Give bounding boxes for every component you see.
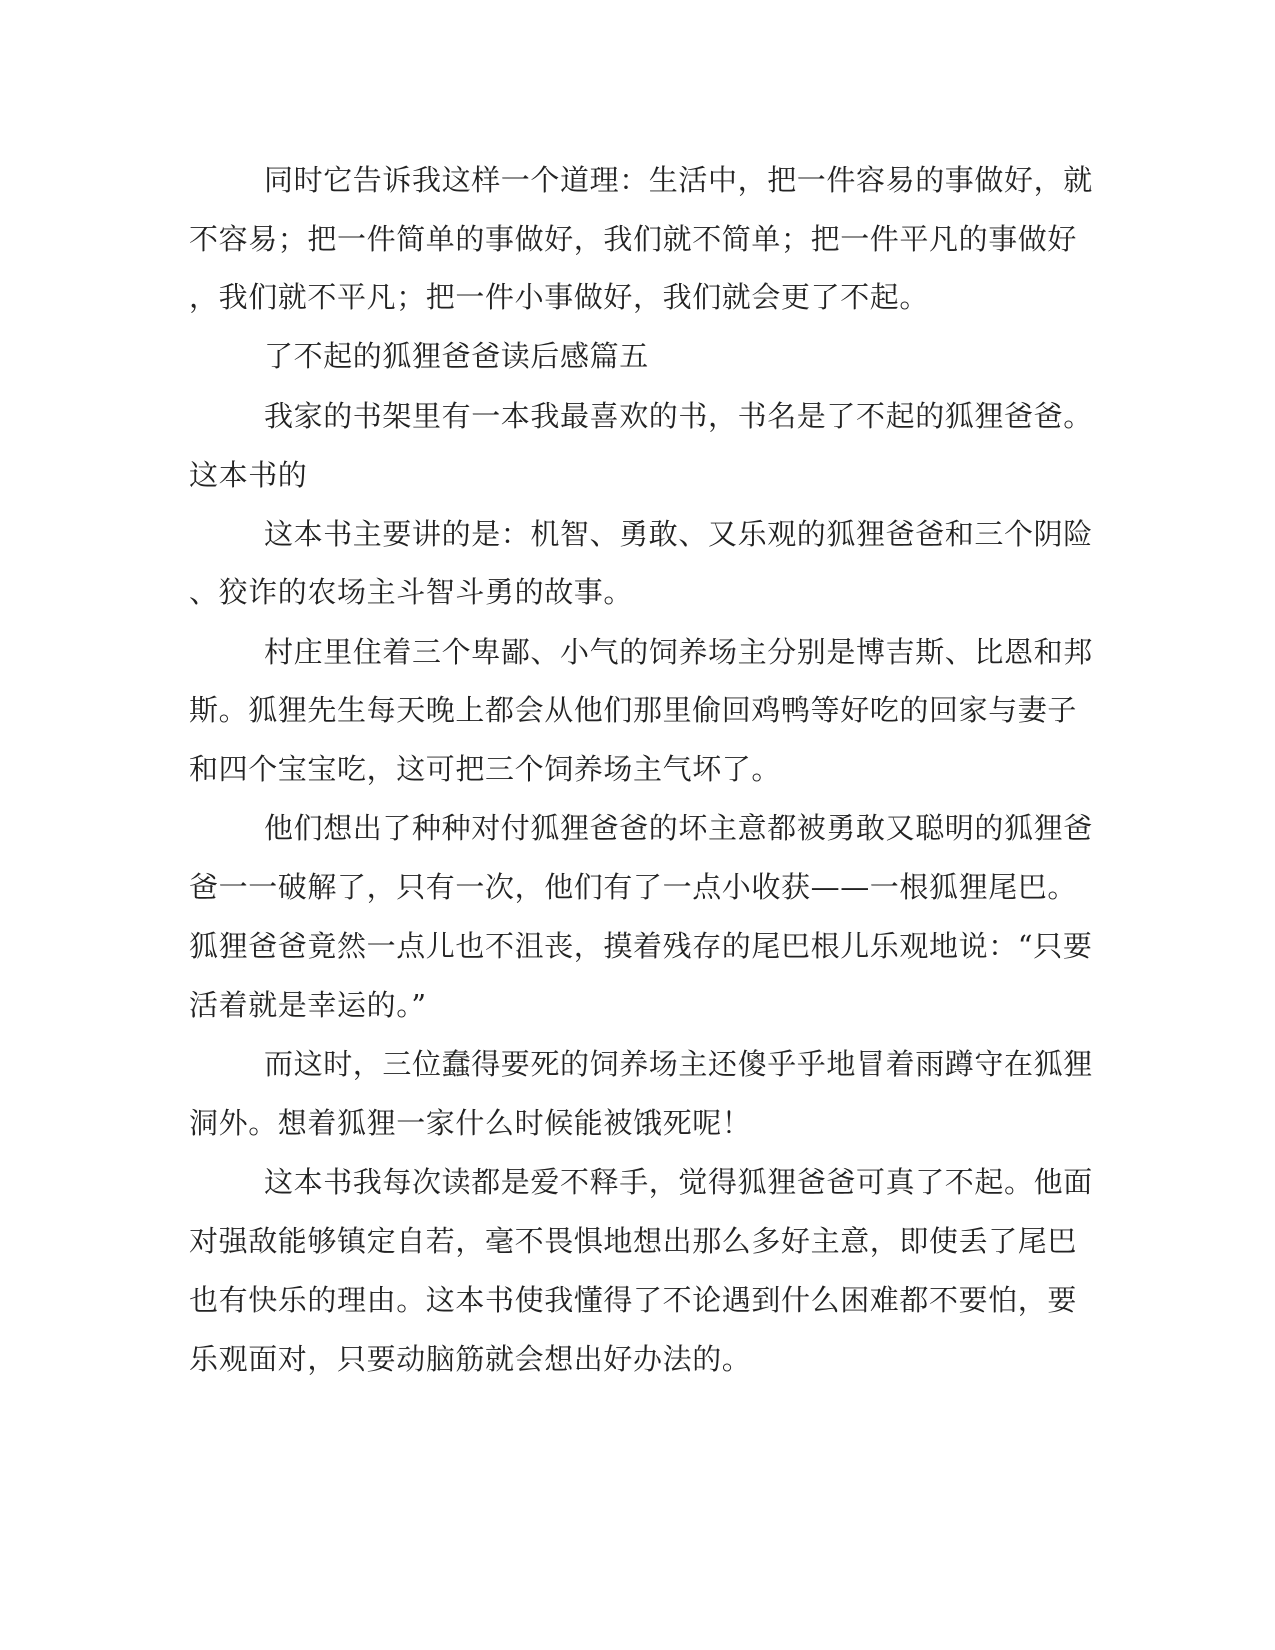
text-line: 也有快乐的理由。这本书使我懂得了不论遇到什么困难都不要怕，要 bbox=[189, 1283, 1078, 1317]
text-line: 和四个宝宝吃，这可把三个饲养场主气坏了。 bbox=[189, 752, 782, 786]
text-line: 爸一一破解了，只有一次，他们有了一点小收获——一根狐狸尾巴。 bbox=[189, 870, 1078, 904]
text-line: 这本书我每次读都是爱不释手，觉得狐狸爸爸可真了不起。他面 bbox=[264, 1165, 1093, 1199]
text-line: 这本书主要讲的是：机智、勇敢、又乐观的狐狸爸爸和三个阴险 bbox=[264, 517, 1093, 551]
text-line: 、狡诈的农场主斗智斗勇的故事。 bbox=[189, 575, 634, 609]
text-line: 同时它告诉我这样一个道理：生活中，把一件容易的事做好，就 bbox=[264, 163, 1093, 197]
text-line: ，我们就不平凡；把一件小事做好，我们就会更了不起。 bbox=[189, 280, 930, 314]
text-line: 不容易；把一件简单的事做好，我们就不简单；把一件平凡的事做好 bbox=[189, 222, 1078, 256]
text-line: 而这时，三位蠢得要死的饲养场主还傻乎乎地冒着雨蹲守在狐狸 bbox=[264, 1047, 1093, 1081]
text-line: 我家的书架里有一本我最喜欢的书，书名是了不起的狐狸爸爸。 bbox=[264, 399, 1093, 433]
text-line: 斯。狐狸先生每天晚上都会从他们那里偷回鸡鸭等好吃的回家与妻子 bbox=[189, 693, 1078, 727]
text-line: 乐观面对，只要动脑筋就会想出好办法的。 bbox=[189, 1342, 752, 1376]
text-line: 狐狸爸爸竟然一点儿也不沮丧，摸着残存的尾巴根儿乐观地说：“只要 bbox=[189, 929, 1093, 963]
text-line: 这本书的 bbox=[189, 458, 308, 492]
text-line: 洞外。想着狐狸一家什么时候能被饿死呢！ bbox=[189, 1106, 752, 1140]
text-line: 村庄里住着三个卑鄙、小气的饲养场主分别是博吉斯、比恩和邦 bbox=[264, 635, 1093, 669]
text-line: 活着就是幸运的。” bbox=[189, 988, 427, 1022]
text-line: 他们想出了种种对付狐狸爸爸的坏主意都被勇敢又聪明的狐狸爸 bbox=[264, 811, 1093, 845]
section-title: 了不起的狐狸爸爸读后感篇五 bbox=[264, 339, 649, 373]
text-line: 对强敌能够镇定自若，毫不畏惧地想出那么多好主意，即使丢了尾巴 bbox=[189, 1224, 1078, 1258]
